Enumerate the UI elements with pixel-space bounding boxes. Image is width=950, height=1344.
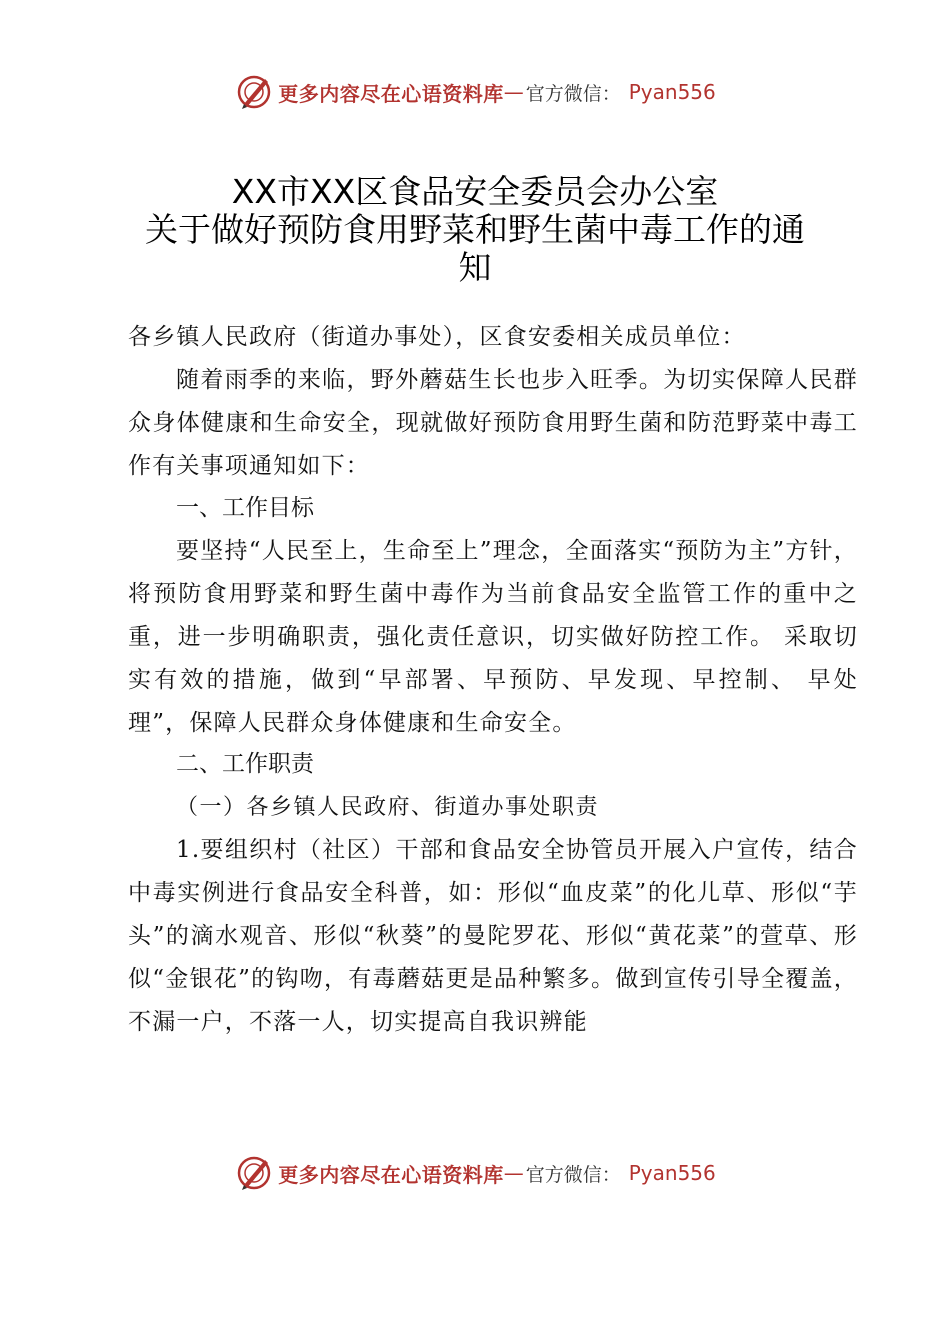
banner-dash: — xyxy=(503,80,524,104)
banner-wechat-label: 官方微信： xyxy=(525,82,621,105)
footer-banner xyxy=(0,1151,950,1195)
document-title-line-3: 知 xyxy=(458,248,492,287)
document-title-line-2: 关于做好预防食用野菜和野生菌中毒工作的通 xyxy=(145,210,805,249)
document-title-line-1: XX市XX区食品安全委员会办公室 xyxy=(231,172,719,211)
pen-logo-icon xyxy=(234,72,274,112)
section-2-subheading: （一）各乡镇人民政府、街道办事处职责 xyxy=(176,795,600,820)
banner-wechat-id: Pyan556 xyxy=(628,80,716,104)
header-banner xyxy=(0,70,950,114)
salutation: 各乡镇人民政府（街道办事处），区食安委相关成员单位： xyxy=(128,324,746,350)
banner-dash: — xyxy=(503,1161,524,1185)
banner-wechat-label: 官方微信： xyxy=(525,1163,621,1186)
intro-paragraph: 随着雨季的来临，野外蘑菇生长也步入旺季。为切实保障人民群众身体健康和生命安全，现就做好预防食用野生菌和防范野菜中毒工作有关事项通知如下： xyxy=(128,367,858,479)
banner-brand-text: 更多内容尽在心语资料库 xyxy=(278,81,504,106)
banner-brand-text: 更多内容尽在心语资料库 xyxy=(278,1162,504,1187)
item-1-paragraph: 1.要组织村（社区）干部和食品安全协管员开展入户宣传，结合中毒实例进行食品安全科普，如：形似“血皮菜”的化儿草、形似“芋头”的滴水观音、形似“秋葵”的曼陀罗花、形似“黄花菜”的萱草、形似“金银花”的钩吻，有毒蘑菇更是品种繁多。做到宣传引导全覆盖，不漏一户，不落一人，切实提高自我识辨能 xyxy=(128,837,858,1035)
section-2-heading: 二、工作职责 xyxy=(176,751,314,777)
banner-wechat-id: Pyan556 xyxy=(628,1161,716,1185)
pen-logo-icon xyxy=(234,1153,274,1193)
section-1-paragraph: 要坚持“人民至上，生命至上”理念，全面落实“预防为主”方针，将预防食用野菜和野生菌中毒作为当前食品安全监管工作的重中之重，进一步明确职责，强化责任意识，切实做好防控工作。 采取切实有效的措施，做到“早部署、早预防、早发现、早控制、 早处理”，保障人民群众身体健康和生命安全。 xyxy=(128,538,858,736)
section-1-heading: 一、工作目标 xyxy=(176,495,314,521)
